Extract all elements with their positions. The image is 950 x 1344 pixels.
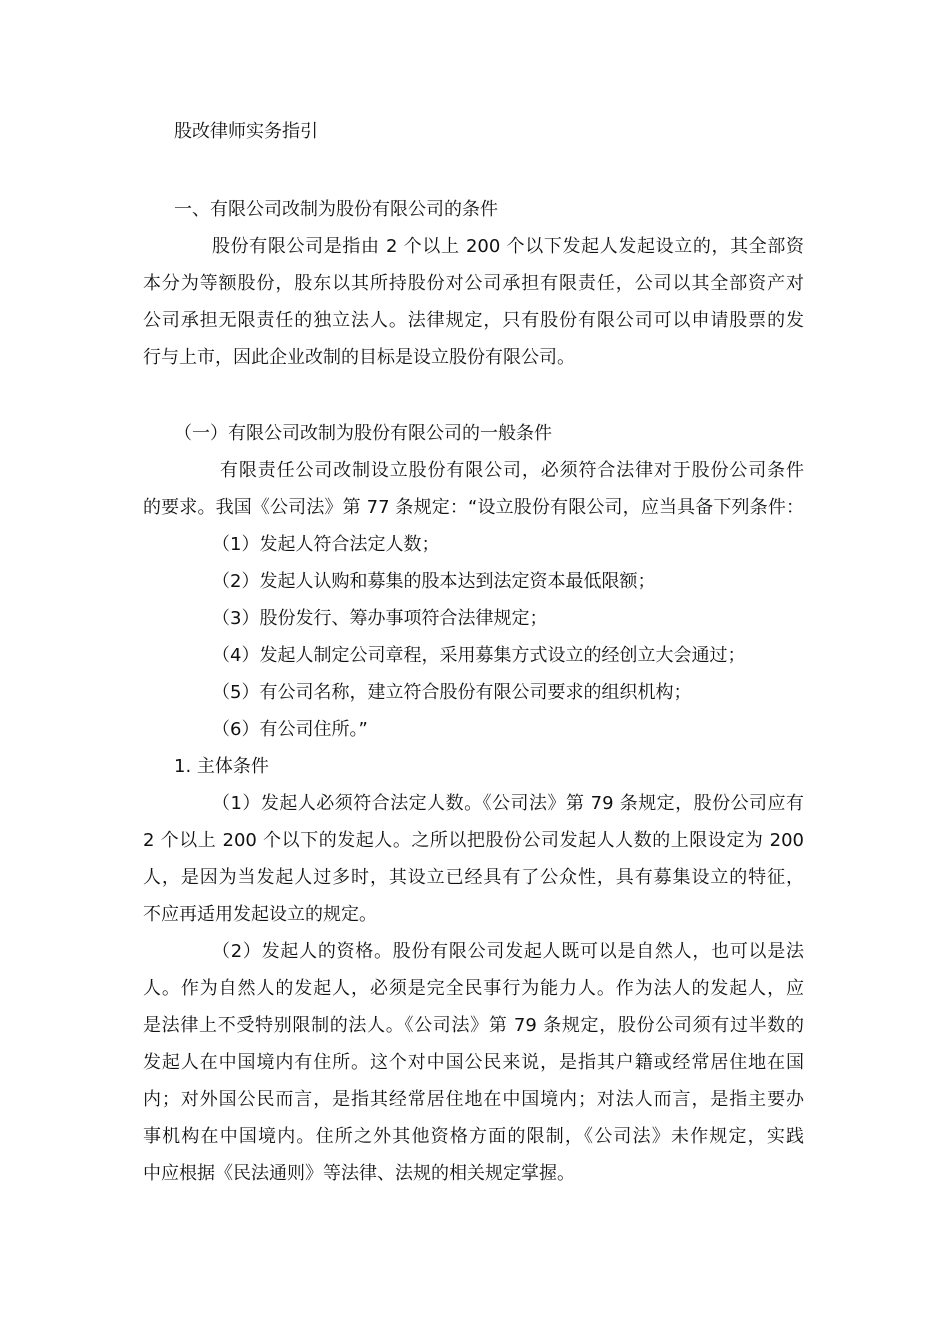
paragraph-line: 有限责任公司改制设立股份有限公司，必须符合法律对于股份公司条件 <box>220 460 804 481</box>
condition-item: （6）有公司住所。” <box>212 719 368 740</box>
paragraph-line: 股份有限公司是指由 2 个以上 200 个以下发起人发起设立的，其全部资 <box>212 236 804 257</box>
condition-item: （4）发起人制定公司章程，采用募集方式设立的经创立大会通过； <box>212 645 746 666</box>
paragraph-line: （2）发起人的资格。股份有限公司发起人既可以是自然人，也可以是法 <box>212 941 804 962</box>
paragraph-line: 发起人在中国境内有住所。这个对中国公民来说，是指其户籍或经常居住地在国 <box>143 1052 804 1073</box>
paragraph-line: 人，是因为当发起人过多时，其设立已经具有了公众性，具有募集设立的特征， <box>143 867 804 888</box>
paragraph-line: 公司承担无限责任的独立法人。法律规定，只有股份有限公司可以申请股票的发 <box>143 310 804 331</box>
document-title: 股改律师实务指引 <box>174 121 318 142</box>
condition-item: （2）发起人认购和募集的股本达到法定资本最低限额； <box>212 571 656 592</box>
paragraph-line: （1）发起人必须符合法定人数。《公司法》第 79 条规定，股份公司应有 <box>212 793 804 814</box>
section-heading: 一、有限公司改制为股份有限公司的条件 <box>174 199 498 220</box>
condition-item: （1）发起人符合法定人数； <box>212 534 440 555</box>
paragraph-line: 人。作为自然人的发起人，必须是完全民事行为能力人。作为法人的发起人，应 <box>143 978 804 999</box>
subsection-heading: （一）有限公司改制为股份有限公司的一般条件 <box>174 423 552 444</box>
item-heading: 1. 主体条件 <box>174 756 269 777</box>
paragraph-line: 内；对外国公民而言，是指其经常居住地在中国境内；对法人而言，是指主要办 <box>143 1089 804 1110</box>
paragraph-line: 事机构在中国境内。住所之外其他资格方面的限制，《公司法》未作规定，实践 <box>143 1126 804 1147</box>
paragraph-line: 是法律上不受特别限制的法人。《公司法》第 79 条规定，股份公司须有过半数的 <box>143 1015 804 1036</box>
paragraph-line: 本分为等额股份，股东以其所持股份对公司承担有限责任，公司以其全部资产对 <box>143 273 804 294</box>
paragraph-line: 2 个以上 200 个以下的发起人。之所以把股份公司发起人人数的上限设定为 200 <box>143 830 804 851</box>
paragraph-line: 中应根据《民法通则》等法律、法规的相关规定掌握。 <box>143 1163 575 1184</box>
condition-item: （3）股份发行、筹办事项符合法律规定； <box>212 608 548 629</box>
paragraph-line: 的要求。我国《公司法》第 77 条规定：“设立股份有限公司，应当具备下列条件： <box>143 497 804 518</box>
paragraph-line: 不应再适用发起设立的规定。 <box>143 904 377 925</box>
condition-item: （5）有公司名称，建立符合股份有限公司要求的组织机构； <box>212 682 692 703</box>
paragraph-line: 行与上市，因此企业改制的目标是设立股份有限公司。 <box>143 347 575 368</box>
